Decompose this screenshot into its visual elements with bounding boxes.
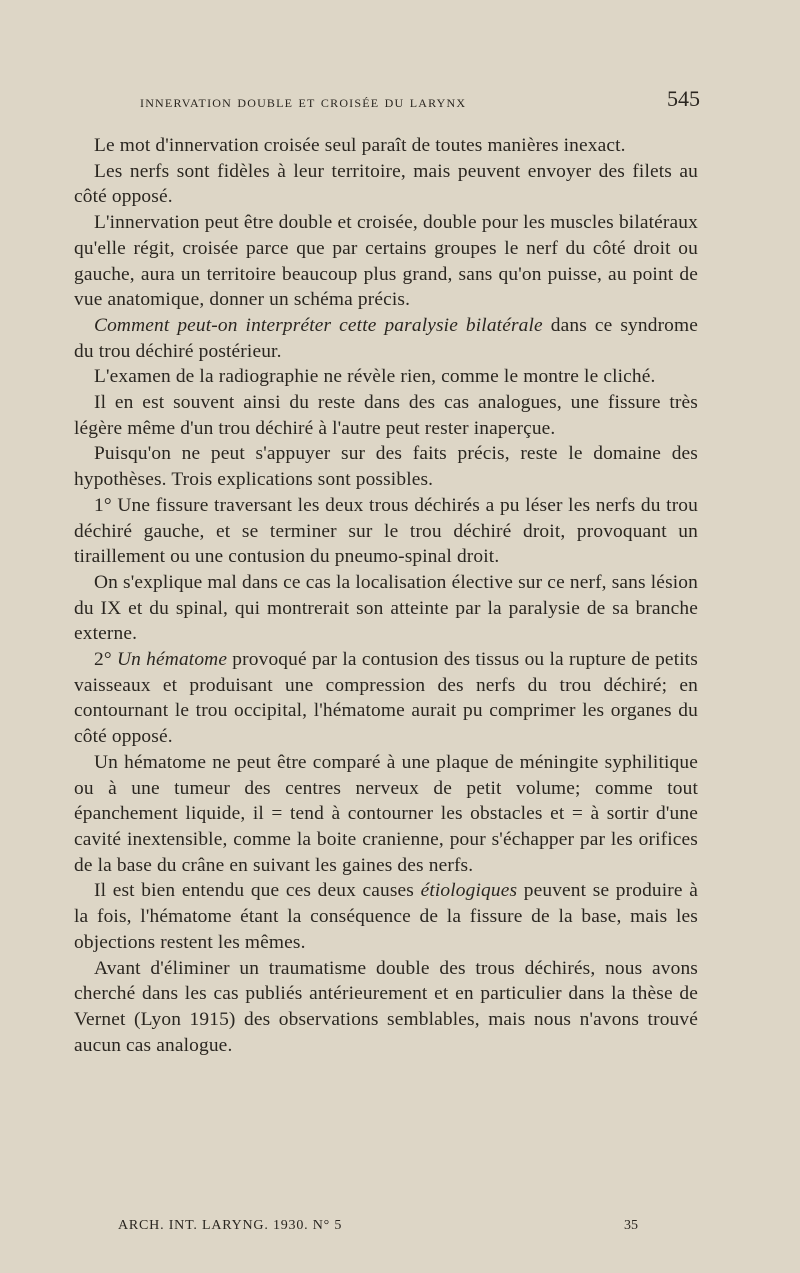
paragraph: [74, 390, 698, 441]
body-text: [74, 133, 698, 1058]
text-run: 2°: [94, 649, 117, 671]
text-run: Puisqu'on ne peut s'appuyer sur des faits précis, reste le domaine des hypothèses. Trois explications sont possibles.: [74, 443, 698, 491]
paragraph: [74, 956, 698, 1059]
italic-text: Comment peut-on interpréter cette paralysie bilatérale: [94, 314, 543, 336]
paragraph: [74, 647, 698, 750]
text-run: 1° Une fissure traversant les deux trous déchirés a pu léser les nerfs du trou déchiré gauche, et se terminer sur le trou déchiré droit, provoquant un tiraillement ou une contusion du pneumo-spinal droit.: [74, 494, 698, 568]
page-number: 545: [667, 86, 700, 111]
paragraph: [74, 441, 698, 492]
text-run: On s'explique mal dans ce cas la localisation élective sur ce nerf, sans lésion du IX et du spinal, qui montrerait son atteinte par la paralysie de sa branche externe.: [74, 571, 698, 645]
paragraph: [74, 750, 698, 879]
paragraph: [74, 133, 698, 159]
text-run: Les nerfs sont fidèles à leur territoire, mais peuvent envoyer des filets au côté opposé.: [74, 160, 698, 208]
paragraph: [74, 159, 698, 210]
footer-journal-citation: ARCH. INT. LARYNG. 1930. N° 5: [118, 1218, 343, 1233]
italic-text: étiologiques: [420, 880, 518, 902]
text-run: provoqué par la contusion des tissus ou la rupture de petits vaisseaux et produisant une compression des nerfs du trou déchiré; en contournant le trou occipital, l'hématome aurait pu comprimer les organes du côté opposé.: [74, 649, 698, 748]
paragraph: [74, 210, 698, 313]
text-run: Il est bien entendu que ces deux causes: [94, 880, 421, 902]
italic-text: Un hématome: [116, 649, 228, 671]
running-title: innervation double et croisée du larynx: [140, 92, 467, 111]
text-run: dans ce syndrome du trou déchiré postérieur.: [74, 314, 699, 362]
text-run: Avant d'éliminer un traumatisme double des trous déchirés, nous avons cherché dans les cas publiés antérieurement et en particulier dans la thèse de Vernet (Lyon 1915) des observations semblables, mais nous n'avons trouvé aucun cas analogue.: [74, 957, 698, 1056]
text-run: L'innervation peut être double et croisée, double pour les muscles bilatéraux qu'elle régit, croisée parce que par certains groupes le nerf du côté droit ou gauche, aura un territoire beaucoup plus grand, sans qu'on puisse, au point de vue anatomique, donner un schéma précis.: [74, 212, 698, 311]
paragraph: [74, 570, 698, 647]
text-run: Il en est souvent ainsi du reste dans des cas analogues, une fissure très légère même d'un trou déchiré à l'autre peut rester inaperçue.: [74, 392, 698, 439]
paragraph: [74, 364, 698, 390]
text-run: L'examen de la radiographie ne révèle rien, comme le montre le cliché.: [94, 366, 656, 388]
footer-signature-number: 35: [624, 1218, 638, 1233]
paragraph: [74, 878, 698, 955]
text-run: Le mot d'innervation croisée seul paraît de toutes manières inexact.: [94, 135, 626, 156]
running-head: [140, 86, 700, 118]
paragraph: [74, 493, 698, 570]
paragraph: [74, 313, 698, 364]
text-run: peuvent se produire à la fois, l'hématome étant la conséquence de la fissure de la base, mais les objections restent les mêmes.: [74, 880, 698, 953]
page-footer: [118, 1218, 638, 1242]
text-run: Un hématome ne peut être comparé à une plaque de méningite syphilitique ou à une tumeur des centres nerveux de petit volume; comme tout épanchement liquide, il = tend à contourner les obstacles et = à sortir d'une cavité inextensible, comme la boite cranienne, pour s'échapper par les orifices de la base du crâne en suivant les gaines des nerfs.: [74, 751, 698, 876]
